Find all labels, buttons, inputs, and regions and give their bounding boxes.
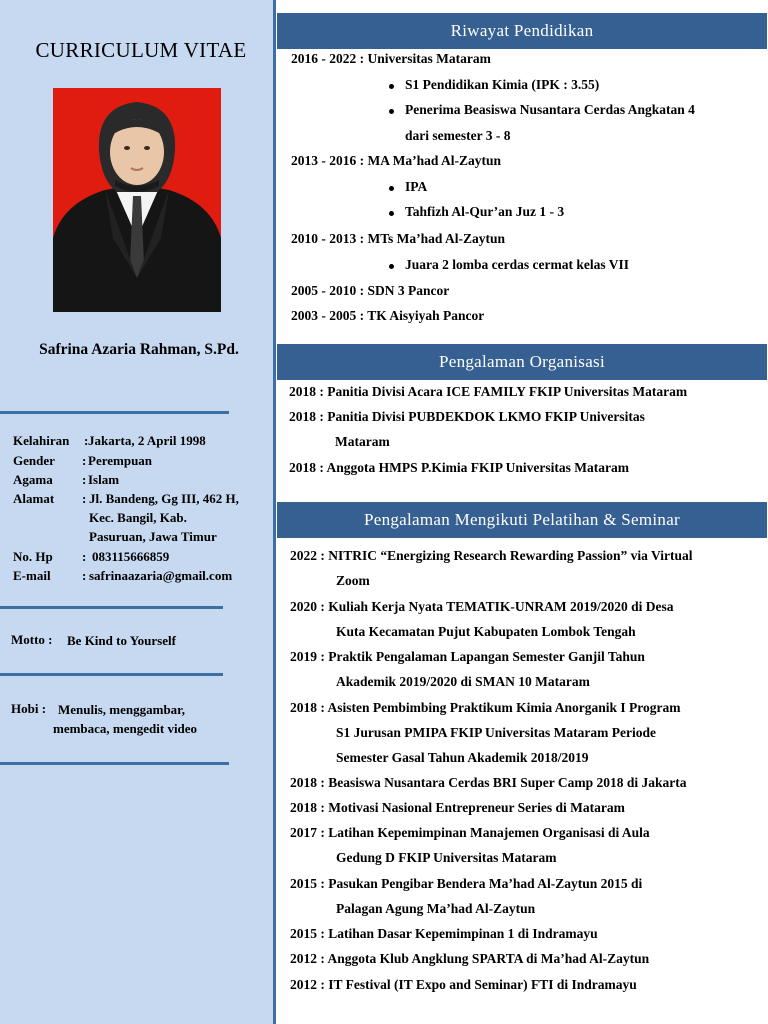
training-item-1-cont: Zoom <box>336 573 370 588</box>
training-item-5: 2018 : Beasiswa Nusantara Cerdas BRI Super Camp 2018 di Jakarta <box>290 775 687 790</box>
motto-value: Be Kind to Yourself <box>67 633 176 648</box>
address-line-2: Kec. Bangil, Kab. <box>89 510 187 525</box>
organization-item-3: 2018 : Anggota HMPS P.Kimia FKIP Universitas Mataram <box>289 460 629 475</box>
profile-photo-illustration <box>53 88 221 312</box>
birth-colon: : <box>84 433 89 448</box>
education-detail-5: Juara 2 lomba cerdas cermat kelas VII <box>405 257 629 272</box>
bullet-icon <box>389 211 394 216</box>
hobby-label: Hobi : <box>11 701 47 716</box>
sidebar-divider-1 <box>0 411 229 414</box>
training-item-8: 2015 : Pasukan Pengibar Bendera Ma’had Al-Zaytun 2015 di <box>290 876 643 891</box>
address-line-1: Jl. Bandeng, Gg III, 462 H, <box>89 491 239 506</box>
bullet-icon <box>389 84 394 89</box>
birth-value: Jakarta, 2 April 1998 <box>88 433 206 448</box>
training-item-3: 2019 : Praktik Pengalaman Lapangan Semester Ganjil Tahun <box>290 649 645 664</box>
gender-label: Gender <box>13 453 55 468</box>
phone-value: 083115666859 <box>92 549 170 564</box>
email-label: E-mail <box>13 568 51 583</box>
bullet-icon <box>389 264 394 269</box>
training-item-7-cont: Gedung D FKIP Universitas Mataram <box>336 850 557 865</box>
education-item-5: 2003 - 2005 : TK Aisyiyah Pancor <box>291 308 485 323</box>
gender-colon: : <box>82 453 87 468</box>
hobby-line-2: membaca, mengedit video <box>53 721 198 736</box>
training-item-1: 2022 : NITRIC “Energizing Research Rewarding Passion” via Virtual <box>290 548 693 563</box>
religion-colon: : <box>82 472 87 487</box>
bullet-icon <box>389 186 394 191</box>
training-item-7: 2017 : Latihan Kepemimpinan Manajemen Organisasi di Aula <box>290 825 650 840</box>
training-item-3-cont: Akademik 2019/2020 di SMAN 10 Mataram <box>336 674 590 689</box>
training-item-2-cont: Kuta Kecamatan Pujut Kabupaten Lombok Tengah <box>336 624 636 639</box>
training-header: Pengalaman Mengikuti Pelatihan & Seminar <box>277 502 767 538</box>
religion-value: Islam <box>88 472 120 487</box>
education-detail-1: S1 Pendidikan Kimia (IPK : 3.55) <box>405 77 600 92</box>
birth-label: Kelahiran <box>13 433 70 448</box>
phone-label: No. Hp <box>13 549 53 564</box>
motto-label: Motto : <box>11 632 53 647</box>
education-item-2: 2013 - 2016 : MA Ma’had Al-Zaytun <box>291 153 502 168</box>
training-item-8-cont: Palagan Agung Ma’had Al-Zaytun <box>336 901 536 916</box>
bullet-icon <box>389 109 394 114</box>
email-colon: : <box>82 568 87 583</box>
education-header: Riwayat Pendidikan <box>277 13 767 49</box>
training-item-4-cont-1: S1 Jurusan PMIPA FKIP Universitas Mataram Periode <box>336 725 656 740</box>
organization-header: Pengalaman Organisasi <box>277 344 767 380</box>
cv-title: CURRICULUM VITAE <box>35 38 247 62</box>
address-label: Alamat <box>13 491 55 506</box>
profile-photo <box>53 88 221 312</box>
vertical-divider <box>273 0 276 1024</box>
education-item-1: 2016 - 2022 : Universitas Mataram <box>291 51 491 66</box>
education-detail-4: Tahfizh Al-Qur’an Juz 1 - 3 <box>405 204 565 219</box>
email-value: safrinaazaria@gmail.com <box>89 568 233 583</box>
organization-item-2-cont: Mataram <box>335 434 390 449</box>
education-item-4: 2005 - 2010 : SDN 3 Pancor <box>291 283 450 298</box>
training-item-11: 2012 : IT Festival (IT Expo and Seminar) FTI di Indramayu <box>290 977 637 992</box>
organization-item-1: 2018 : Panitia Divisi Acara ICE FAMILY FKIP Universitas Mataram <box>289 384 688 399</box>
training-item-4-cont-2: Semester Gasal Tahun Akademik 2018/2019 <box>336 750 589 765</box>
training-item-4: 2018 : Asisten Pembimbing Praktikum Kimia Anorganik I Program <box>290 700 681 715</box>
organization-item-2: 2018 : Panitia Divisi PUBDEKDOK LKMO FKIP Universitas <box>289 409 645 424</box>
sidebar-divider-3 <box>0 673 223 676</box>
sidebar-divider-2 <box>0 606 223 609</box>
education-detail-2a: Penerima Beasiswa Nusantara Cerdas Angkatan 4 <box>405 102 695 117</box>
education-item-3: 2010 - 2013 : MTs Ma’had Al-Zaytun <box>291 231 506 246</box>
address-line-3: Pasuruan, Jawa Timur <box>89 529 217 544</box>
sidebar-divider-4 <box>0 762 229 765</box>
phone-colon: : <box>82 549 87 564</box>
hobby-line-1: Menulis, menggambar, <box>58 702 185 717</box>
training-item-10: 2012 : Anggota Klub Angklung SPARTA di Ma’had Al-Zaytun <box>290 951 650 966</box>
training-item-2: 2020 : Kuliah Kerja Nyata TEMATIK-UNRAM 2019/2020 di Desa <box>290 599 674 614</box>
education-detail-3: IPA <box>405 179 428 194</box>
training-item-9: 2015 : Latihan Dasar Kepemimpinan 1 di Indramayu <box>290 926 598 941</box>
training-item-6: 2018 : Motivasi Nasional Entrepreneur Series di Mataram <box>290 800 625 815</box>
religion-label: Agama <box>13 472 53 487</box>
full-name: Safrina Azaria Rahman, S.Pd. <box>39 341 239 358</box>
gender-value: Perempuan <box>88 453 153 468</box>
address-colon: : <box>82 491 87 506</box>
education-detail-2b: dari semester 3 - 8 <box>405 128 511 143</box>
